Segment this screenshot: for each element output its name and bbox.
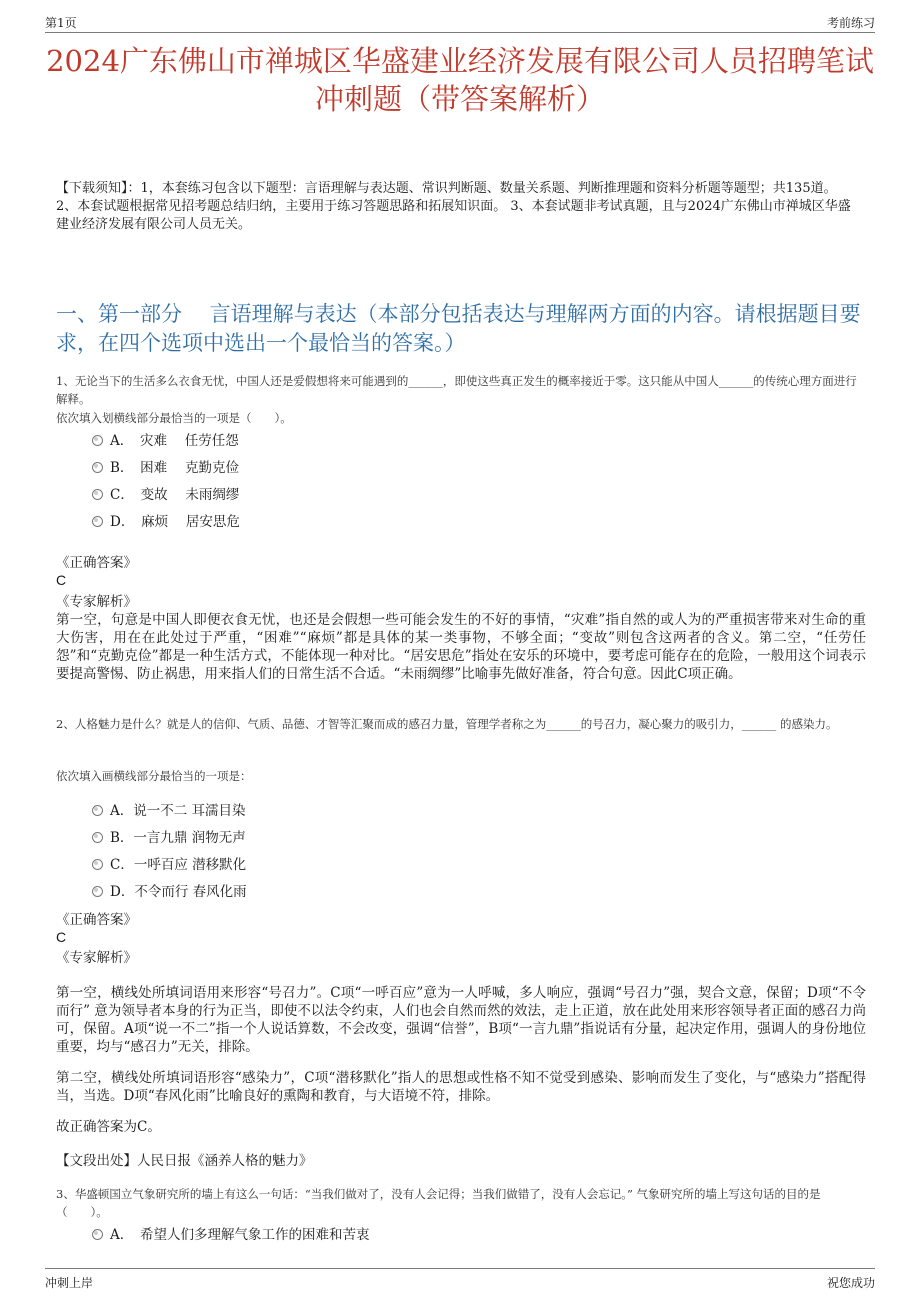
document-title: 2024广东佛山市禅城区华盛建业经济发展有限公司人员招聘笔试冲刺题（带答案解析） (46, 44, 874, 116)
q2-answer: C (56, 929, 67, 945)
question-3-text: 3、华盛顿国立气象研究所的墙上有这么一句话：“当我们做对了，没有人会记得；当我们做错了，没有人会忘记。” 气象研究所的墙上写这句话的目的是（ ）。 (56, 1187, 821, 1219)
q2-option-a[interactable]: A．说一不二 耳濡目染 (92, 802, 246, 820)
q2-answer-label: 《正确答案》 (56, 912, 137, 928)
section-heading: 一、第一部分 言语理解与表达（本部分包括表达与理解两方面的内容。请根据题目要求，在四个选项中选出一个最恰当的答案。） (56, 302, 861, 355)
q1-analysis: 第一空，句意是中国人即便衣食无忧，也还是会假想一些可能会发生的不好的事情，“灾难”指自然的或人为的严重损害带来对生命的重大伤害，用在在此处过于严重，“困难”“麻烦”都是具体的某一类事物，不够全面；“变故”则包含这两者的含义。第二空，“任劳任怨”和“克勤克俭”都是一种生活方式，不能体现一种对比。“居安思危”指处在安乐的环境中，要考虑可能存在的危险，一般用这个词表示要提高警惕、防止祸患，用来指人们的日常生活不合适。“未雨绸缪”比喻事先做好准备，符合句意。因此C项正确。 (56, 612, 866, 682)
header-tag: 考前练习 (826, 16, 875, 30)
q2-option-d[interactable]: D．不令而行 春风化雨 (92, 883, 247, 901)
q2-option-b[interactable]: B．一言九鼎 润物无声 (92, 829, 246, 847)
q1-option-b[interactable]: B． 困难 克勤克俭 (92, 459, 239, 477)
footer-left-text: 冲刺上岸 (45, 1276, 94, 1290)
radio-icon[interactable] (92, 1229, 103, 1240)
q2-analysis-paragraph-1: 第一空，横线处所填词语用来形容“号召力”。C项“一呼百应”意为一人呼喊，多人响应，强调“号召力”强，契合文意，保留；D项“不令而行” 意为领导者本身的行为正当，即使不以法令约束，人们也会自然而然的效法，走上正道，放在此处用来形容领导者正面的感召力尚可，保留。A项“说一不二”指一个人说话算数，不会改变，强调“信誉”，B项“一言九鼎”指说话有分量，起决定作用，强调人的身份地位重要，均与“感召力”无关，排除。 (56, 985, 866, 1055)
radio-icon[interactable] (92, 886, 103, 897)
radio-icon[interactable] (92, 805, 103, 816)
radio-icon[interactable] (92, 489, 103, 500)
q1-option-a[interactable]: A． 灾难 任劳任怨 (92, 432, 239, 450)
q3-option-a[interactable]: A． 希望人们多理解气象工作的困难和苦衷 (92, 1226, 370, 1244)
q2-source: 【文段出处】人民日报《涵养人格的魅力》 (56, 1153, 313, 1169)
page-number: 第1页 (45, 16, 77, 30)
q1-analysis-label: 《专家解析》 (56, 594, 137, 610)
q1-option-d[interactable]: D． 麻烦 居安思危 (92, 513, 240, 531)
question-1-prompt: 依次填入划横线部分最恰当的一项是（ ）。 (56, 411, 292, 425)
q2-option-c[interactable]: C．一呼百应 潜移默化 (92, 856, 246, 874)
radio-icon[interactable] (92, 516, 103, 527)
q1-option-c[interactable]: C． 变故 未雨绸缪 (92, 486, 239, 504)
radio-icon[interactable] (92, 832, 103, 843)
page-header (45, 10, 875, 33)
footer-right-text: 祝您成功 (826, 1276, 875, 1290)
radio-icon[interactable] (92, 435, 103, 446)
q2-analysis-label: 《专家解析》 (56, 950, 137, 966)
radio-icon[interactable] (92, 859, 103, 870)
download-notice: 【下载须知】：1，本套练习包含以下题型：言语理解与表达题、常识判断题、数量关系题、判断推理题和资料分析题等题型；共135道。 2、本套试题根据常见招考题总结归纳，主要用于练习答题思路和拓展知识面。 3、本套试题非考试真题，且与2024广东佛山市禅城区华盛建业经济发展有限公司人员无关。 (56, 181, 851, 232)
radio-icon[interactable] (92, 462, 103, 473)
page-footer (45, 1268, 875, 1297)
q2-analysis-paragraph-2: 第二空，横线处所填词语形容“感染力”，C项“潜移默化”指人的思想或性格不知不觉受到感染、影响而发生了变化，与“感染力”搭配得当，当选。D项“春风化雨”比喻良好的熏陶和教育，与大语境不符，排除。 (56, 1070, 866, 1104)
q1-answer: C (56, 572, 67, 588)
question-2-prompt: 依次填入画横线部分最恰当的一项是： (56, 769, 252, 783)
question-2-text: 2、人格魅力是什么？就是人的信仰、气质、品德、才智等汇聚而成的感召力量，管理学者称之为______的号召力，凝心聚力的吸引力，______ 的感染力。 (56, 717, 838, 731)
question-1-text: 1、无论当下的生活多么衣食无忧，中国人还是爱假想将来可能遇到的______，即使这些真正发生的概率接近于零。这只能从中国人______的传统心理方面进行解释。 (56, 374, 857, 406)
q2-conclusion: 故正确答案为C。 (56, 1119, 161, 1135)
q1-answer-label: 《正确答案》 (56, 555, 137, 571)
